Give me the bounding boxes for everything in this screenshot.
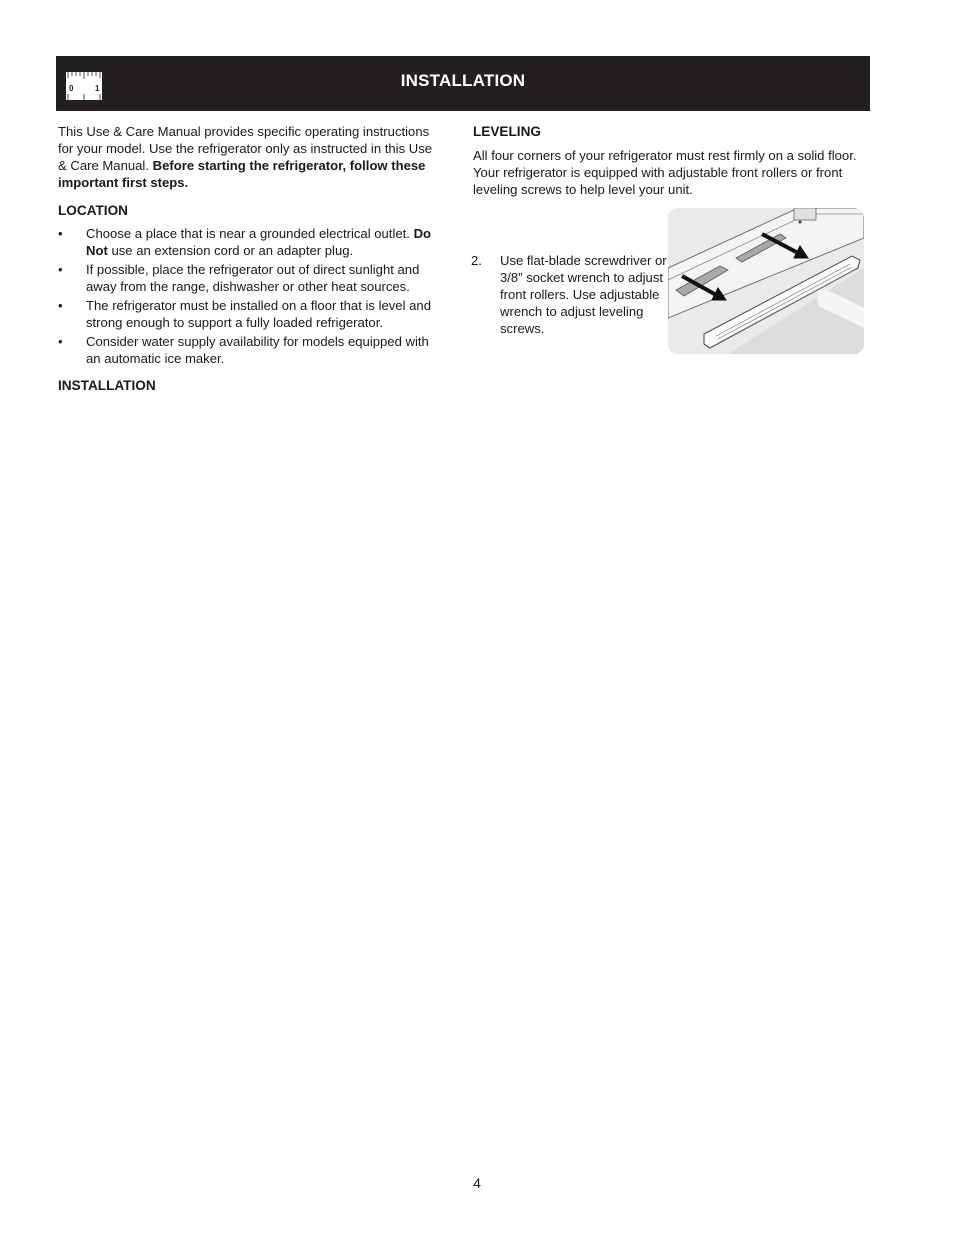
toe-grille-removal-illustration (668, 208, 864, 354)
list-item (58, 261, 442, 295)
list-item-text: The refrigerator must be installed on a floor that is level and strong enough to support a fully loaded refrigerator. (86, 298, 431, 330)
location-heading: LOCATION (58, 203, 128, 218)
list-item (58, 225, 442, 259)
ruler-label-left: 0 (69, 84, 74, 93)
bullet-icon: • (58, 226, 63, 241)
list-item-text: Choose a place that is near a grounded electrical outlet. (86, 226, 410, 241)
leveling-paragraph: All four corners of your refrigerator must rest firmly on a solid floor. Your refrigerator is equipped with adjustable front rollers or front leveling screws to help level your unit. (473, 148, 857, 197)
leveling-heading: LEVELING (473, 124, 541, 139)
leveling-step (471, 252, 671, 337)
installation-heading: INSTALLATION (58, 378, 156, 393)
section-header-bar (56, 56, 870, 111)
step-text: Use flat-blade screwdriver or 3/8” socket wrench to adjust front rollers. Use adjustable wrench to adjust leveling screws. (500, 253, 667, 336)
bullet-icon: • (58, 298, 63, 313)
left-column (58, 123, 442, 394)
list-item-text: If possible, place the refrigerator out of direct sunlight and away from the range, dishwasher or other heat sources. (86, 262, 420, 294)
list-item-text: use an extension cord or an adapter plug. (111, 243, 354, 258)
list-item (58, 333, 442, 367)
ruler-label-right: 1 (95, 84, 100, 93)
step-number: 2. (471, 253, 482, 268)
page-title: INSTALLATION (400, 71, 526, 90)
location-list (58, 225, 442, 367)
intro-bold-text: Before starting the refrigerator, follow these important first steps. (58, 158, 426, 190)
intro-paragraph (58, 123, 442, 191)
page-number: 4 (473, 1175, 481, 1191)
list-item-bold: Do Not (86, 226, 432, 258)
bullet-icon: • (58, 262, 63, 277)
list-item (58, 297, 442, 331)
list-item-text: Consider water supply availability for models equipped with an automatic ice maker. (86, 334, 429, 366)
right-column (473, 123, 865, 198)
intro-text: This Use & Care Manual provides specific operating instructions for your model. Use the refrigerator only as instructed in this Use & Care Manual. (58, 124, 433, 173)
bullet-icon: • (58, 334, 63, 349)
leveling-illustration (668, 208, 864, 354)
